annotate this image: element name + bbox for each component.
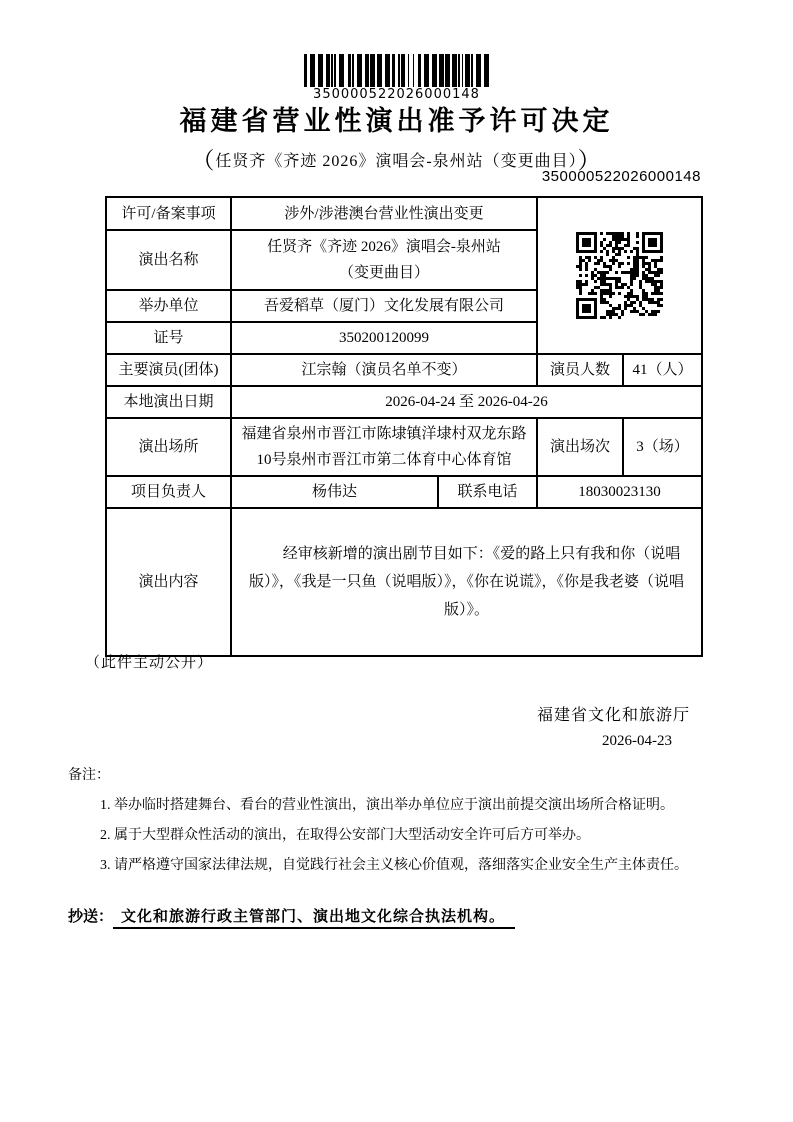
- sessions-label: 演出场次: [537, 418, 623, 476]
- barcode-block: [0, 54, 793, 102]
- cert-no-value: 350200120099: [231, 322, 537, 354]
- show-name-value: [231, 230, 537, 290]
- manager-value: 杨伟达: [231, 476, 438, 508]
- subtitle-open-paren: （: [191, 148, 216, 173]
- sessions-value: 3（场）: [623, 418, 702, 476]
- cc-value: 文化和旅游行政主管部门、演出地文化综合执法机构。: [113, 909, 515, 929]
- show-name-line2: （变更曲目）: [339, 265, 430, 281]
- subtitle-close-paren: ）: [577, 148, 602, 173]
- content-label: 演出内容: [106, 508, 231, 656]
- barcode-number: 350000522026000148: [313, 87, 480, 102]
- row-local-dates: [106, 386, 702, 418]
- issuing-authority: 福建省文化和旅游厅: [536, 707, 690, 724]
- content-text: 经审核新增的演出剧节目如下：《爱的路上只有我和你（说唱版）》，《我是一只鱼（说唱版）》，《你在说谎》，《你是我老婆（说唱版）》。: [249, 546, 685, 618]
- page-title: 福建省营业性演出准予许可决定: [179, 106, 614, 136]
- document-number: 350000522026000148: [541, 168, 701, 185]
- venue-label: 演出场所: [106, 418, 231, 476]
- performer-count-value: 41（人）: [623, 354, 702, 386]
- cc-line: [68, 905, 515, 926]
- remark-item-2: 2. 属于大型群众性活动的演出，在取得公安部门大型活动安全许可后方可举办。: [100, 828, 590, 843]
- cert-no-label: 证号: [106, 322, 231, 354]
- performers-label: 主要演员(团体): [106, 354, 231, 386]
- remarks-list: [100, 791, 733, 881]
- local-dates-label: 本地演出日期: [106, 386, 231, 418]
- public-disclosure-note: （此件主动公开）: [85, 655, 214, 671]
- permit-item-value: 涉外/涉港澳台营业性演出变更: [231, 197, 537, 230]
- organizer-value: 吾爱稻草（厦门）文化发展有限公司: [231, 290, 537, 322]
- phone-label: 联系电话: [438, 476, 537, 508]
- manager-label: 项目负责人: [106, 476, 231, 508]
- issue-date: 2026-04-23: [602, 733, 672, 749]
- venue-value: 福建省泉州市晋江市陈埭镇洋埭村双龙东路10号泉州市晋江市第二体育中心体育馆: [231, 418, 537, 476]
- performer-count-label: 演员人数: [537, 354, 623, 386]
- barcode-icon: [304, 54, 490, 87]
- row-content: [106, 508, 702, 656]
- remark-item-3: 3. 请严格遵守国家法律法规，自觉践行社会主义核心价值观，落细落实企业安全生产主体责任。: [100, 858, 688, 873]
- permit-item-label: 许可/备案事项: [106, 197, 231, 230]
- organizer-label: 举办单位: [106, 290, 231, 322]
- subtitle-text: 任贤齐《齐迹 2026》演唱会-泉州站（变更曲目）: [215, 153, 578, 170]
- permit-info-table: [105, 196, 703, 657]
- row-permit-item: [106, 197, 702, 230]
- content-value: [231, 508, 702, 656]
- cc-label: 抄送：: [68, 909, 114, 925]
- phone-value: 18030023130: [537, 476, 702, 508]
- remark-item-1: 1. 举办临时搭建舞台、看台的营业性演出，演出举办单位应于演出前提交演出场所合格证明。: [100, 798, 674, 813]
- row-venue: [106, 418, 702, 476]
- row-manager: [106, 476, 702, 508]
- qr-code-icon: [576, 232, 663, 319]
- remarks-label: 备注：: [68, 768, 110, 783]
- show-name-line1: 任贤齐《齐迹 2026》演唱会-泉州站: [267, 239, 501, 255]
- qr-cell: [537, 197, 702, 354]
- show-name-label: 演出名称: [106, 230, 231, 290]
- performers-value: 江宗翰（演员名单不变）: [231, 354, 537, 386]
- row-performers: [106, 354, 702, 386]
- local-dates-value: 2026-04-24 至 2026-04-26: [231, 386, 702, 418]
